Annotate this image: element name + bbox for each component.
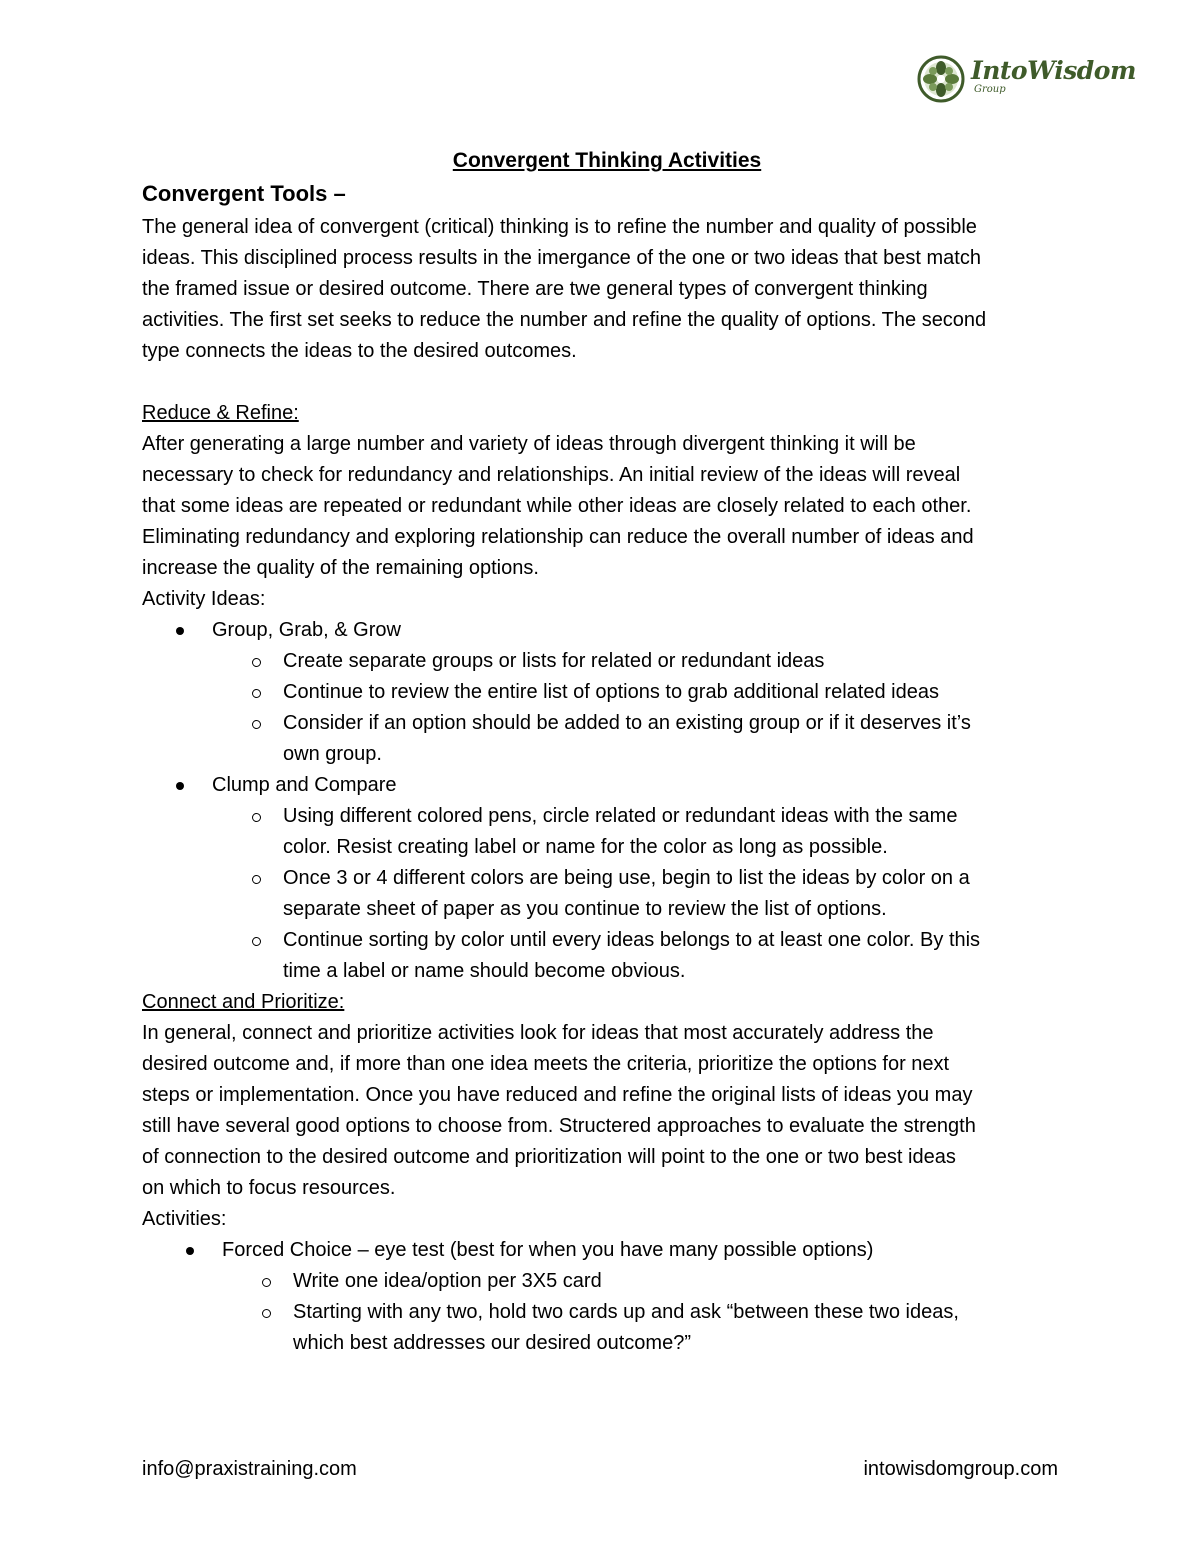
footer-email: info@praxistraining.com bbox=[142, 1458, 357, 1480]
reduce-activity-list bbox=[142, 615, 1072, 987]
sub-list-text: Once 3 or 4 different colors are being use, begin to list the ideas by color on a bbox=[283, 867, 970, 889]
activities-label: Activities: bbox=[142, 1208, 227, 1230]
reduce-refine-heading: Reduce & Refine: bbox=[142, 402, 299, 424]
sub-list-item bbox=[212, 801, 1072, 863]
connect-activity-list bbox=[142, 1235, 1072, 1359]
tools-heading: Convergent Tools – bbox=[142, 181, 346, 206]
bullet-icon bbox=[176, 782, 184, 790]
bullet-icon bbox=[176, 627, 184, 635]
sub-list bbox=[222, 1266, 1072, 1359]
paragraph-line: desired outcome and, if more than one idea meets the criteria, prioritize the options for next bbox=[142, 1053, 950, 1075]
sub-list-text: Starting with any two, hold two cards up and ask “between these two ideas, bbox=[293, 1301, 959, 1323]
paragraph-line: The general idea of convergent (critical) thinking is to refine the number and quality of possible bbox=[142, 216, 977, 238]
list-item bbox=[142, 1235, 1072, 1359]
paragraph-line: increase the quality of the remaining options. bbox=[142, 557, 539, 579]
circle-bullet-icon bbox=[252, 658, 261, 667]
sub-list-text: which best addresses our desired outcome?” bbox=[293, 1332, 691, 1354]
paragraph-line: that some ideas are repeated or redundant while other ideas are closely related to each other. bbox=[142, 495, 972, 517]
footer-website: intowisdomgroup.com bbox=[863, 1458, 1058, 1480]
sub-list-text: Create separate groups or lists for related or redundant ideas bbox=[283, 650, 825, 672]
sub-list-text: time a label or name should become obvious. bbox=[283, 960, 686, 982]
paragraph-line: activities. The first set seeks to reduce the number and refine the quality of options. The second bbox=[142, 309, 987, 331]
paragraph-line: steps or implementation. Once you have reduced and refine the original lists of ideas you may bbox=[142, 1084, 973, 1106]
sub-list bbox=[212, 646, 1072, 770]
paragraph-line: ideas. This disciplined process results in the imergance of the one or two ideas that best match bbox=[142, 247, 981, 269]
sub-list bbox=[212, 801, 1072, 987]
paragraph-line: of connection to the desired outcome and prioritization will point to the one or two best ideas bbox=[142, 1146, 956, 1168]
tools-paragraph bbox=[142, 212, 1072, 367]
sub-list-item bbox=[212, 677, 1072, 708]
paragraph-line: still have several good options to choose from. Structered approaches to evaluate the strength bbox=[142, 1115, 976, 1137]
sub-list-text: separate sheet of paper as you continue to review the list of options. bbox=[283, 898, 887, 920]
sub-list-item bbox=[222, 1297, 1072, 1359]
list-item bbox=[142, 770, 1072, 987]
paragraph-line: After generating a large number and variety of ideas through divergent thinking it will be bbox=[142, 433, 916, 455]
paragraph-line: the framed issue or desired outcome. There are twe general types of convergent thinking bbox=[142, 278, 928, 300]
sub-list-text: Continue sorting by color until every ideas belongs to at least one color. By this bbox=[283, 929, 981, 951]
circle-bullet-icon bbox=[252, 937, 261, 946]
circle-bullet-icon bbox=[252, 720, 261, 729]
sub-list-text: color. Resist creating label or name for the color as long as possible. bbox=[283, 836, 888, 858]
list-item-label: Group, Grab, & Grow bbox=[212, 619, 401, 641]
reduce-paragraph bbox=[142, 429, 1072, 584]
paragraph-line: In general, connect and prioritize activities look for ideas that most accurately address the bbox=[142, 1022, 934, 1044]
circle-bullet-icon bbox=[262, 1309, 271, 1318]
sub-list-item bbox=[222, 1266, 1072, 1297]
page-title: Convergent Thinking Activities bbox=[452, 149, 762, 172]
paragraph-line: necessary to check for redundancy and relationships. An initial review of the ideas will reveal bbox=[142, 464, 961, 486]
connect-prioritize-heading: Connect and Prioritize: bbox=[142, 991, 345, 1013]
logo-emblem-icon bbox=[916, 54, 968, 104]
circle-bullet-icon bbox=[252, 875, 261, 884]
circle-bullet-icon bbox=[252, 813, 261, 822]
connect-paragraph bbox=[142, 1018, 1072, 1204]
logo-subtitle: Group bbox=[974, 84, 1006, 95]
logo-name: IntoWisdom bbox=[971, 56, 1136, 85]
sub-list-text: Write one idea/option per 3X5 card bbox=[293, 1270, 602, 1292]
activity-ideas-label: Activity Ideas: bbox=[142, 588, 266, 610]
bullet-icon bbox=[186, 1247, 194, 1255]
sub-list-text: own group. bbox=[283, 743, 382, 765]
paragraph-line: Eliminating redundancy and exploring relationship can reduce the overall number of ideas and bbox=[142, 526, 974, 548]
sub-list-item bbox=[212, 925, 1072, 987]
paragraph-line: type connects the ideas to the desired outcomes. bbox=[142, 340, 577, 362]
sub-list-text: Using different colored pens, circle related or redundant ideas with the same bbox=[283, 805, 958, 827]
circle-bullet-icon bbox=[252, 689, 261, 698]
sub-list-item bbox=[212, 646, 1072, 677]
sub-list-text: Continue to review the entire list of options to grab additional related ideas bbox=[283, 681, 939, 703]
list-item-label: Clump and Compare bbox=[212, 774, 397, 796]
list-item-label: Forced Choice – eye test (best for when you have many possible options) bbox=[222, 1239, 874, 1261]
circle-bullet-icon bbox=[262, 1278, 271, 1287]
list-item bbox=[142, 615, 1072, 770]
sub-list-text: Consider if an option should be added to an existing group or if it deserves it’s bbox=[283, 712, 971, 734]
sub-list-item bbox=[212, 863, 1072, 925]
company-logo bbox=[916, 54, 1136, 104]
sub-list-item bbox=[212, 708, 1072, 770]
document-body bbox=[142, 145, 1072, 1359]
paragraph-line: on which to focus resources. bbox=[142, 1177, 396, 1199]
